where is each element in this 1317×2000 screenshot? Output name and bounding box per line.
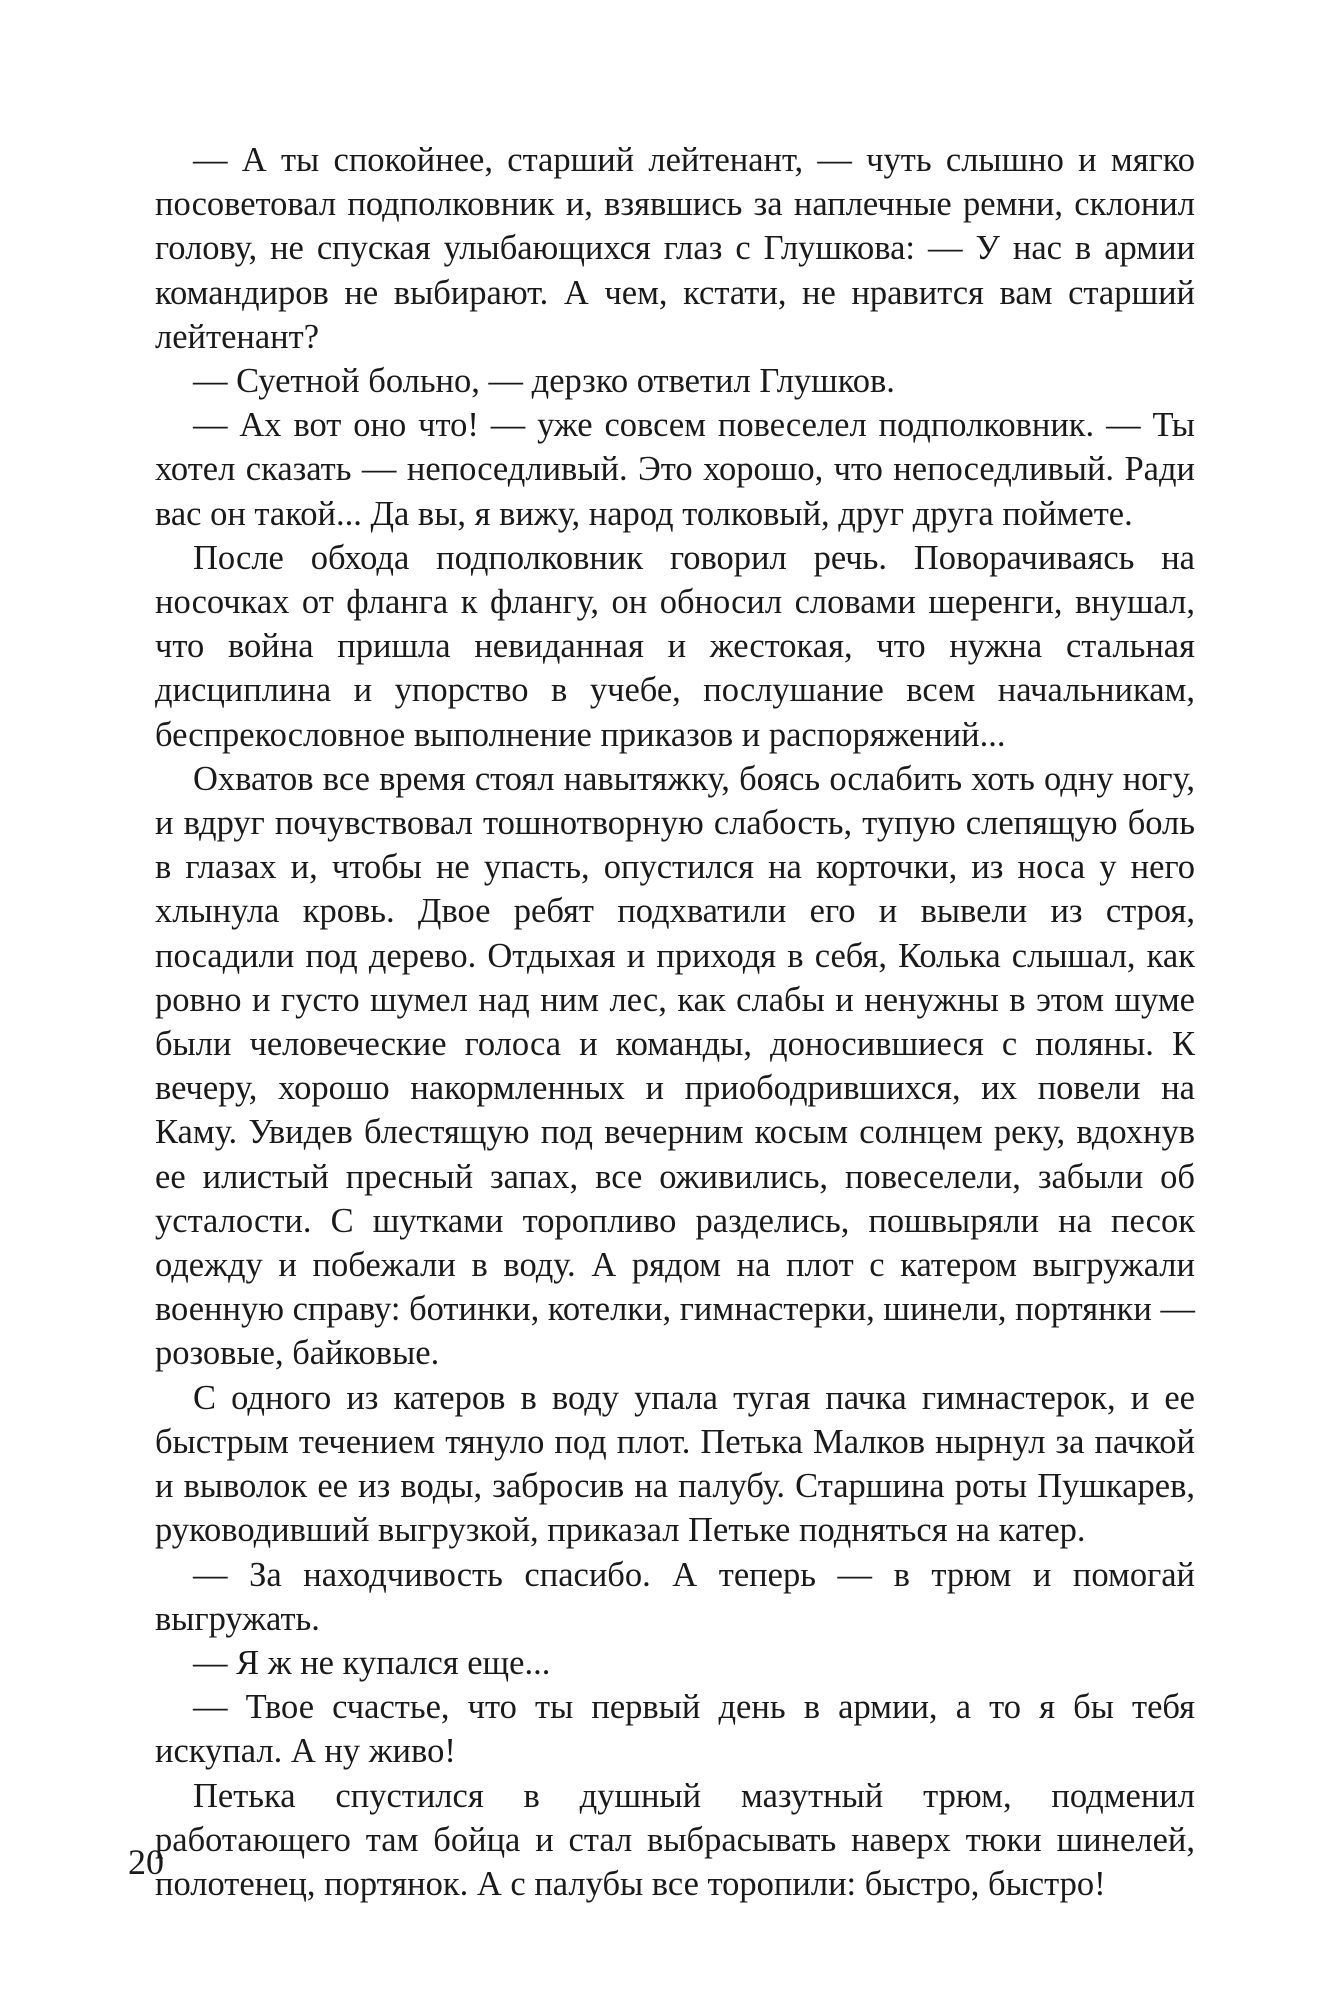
page-body xyxy=(155,138,1195,1906)
paragraph: — Твое счастье, что ты первый день в армии, а то я бы тебя искупал. А ну живо! xyxy=(155,1688,1195,1771)
paragraph: — А ты спокойнее, старший лейтенант, — чуть слышно и мягко посоветовал подполковник и, взявшись за наплечные ремни, склонил голову, не спуская улыбающихся глаз с Глушкова: — У нас в армии командиров не выбирают. А чем, кстати, не нравится вам старший лейтенант? xyxy=(155,141,1195,356)
paragraph: — Ах вот оно что! — уже совсем повеселел подполковник. — Ты хотел сказать — непоседливый. Это хорошо, что непоседливый. Ради вас он такой... Да вы, я вижу, народ толковый, друг друга поймете. xyxy=(155,406,1195,533)
page-number: 20 xyxy=(128,1842,164,1882)
paragraph: — Суетной больно, — дерзко ответил Глушков. xyxy=(193,362,895,401)
paragraph: — За находчивость спасибо. А теперь — в трюм и помогай выгружать. xyxy=(155,1555,1195,1638)
paragraph: С одного из катеров в воду упала тугая пачка гимнастерок, и ее быстрым течением тянуло под плот. Петька Малков нырнул за пачкой и выволок ее из воды, забросив на палубу. Старшина роты Пушкарев, руководивший выгрузкой, приказал Петьке подняться на катер. xyxy=(155,1378,1195,1550)
paragraph: — Я ж не купался еще... xyxy=(193,1643,551,1682)
paragraph: Петька спустился в душный мазутный трюм, подменил работающего там бойца и стал выбрасывать наверх тюки шинелей, полотенец, портянок. А с палубы все торопили: быстро, быстро! xyxy=(155,1776,1195,1903)
paragraph: Охватов все время стоял навытяжку, боясь ослабить хоть одну ногу, и вдруг почувствовал тошнотворную слабость, тупую слепящую боль в глазах и, чтобы не упасть, опустился на корточки, из носа у него хлынула кровь. Двое ребят подхватили его и вывели из строя, посадили под дерево. Отдыхая и приходя в себя, Колька слышал, как ровно и густо шумел над ним лес, как слабы и ненужны в этом шуме были человеческие голоса и команды, доносившиеся с поляны. К вечеру, хорошо накормленных и приободрившихся, их повели на Каму. Увидев блестящую под вечерним косым солнцем реку, вдохнув ее илистый пресный запах, все оживились, повеселели, забыли об усталости. С шутками торопливо разделись, пошвыряли на песок одежду и побежали в воду. А рядом на плот с катером выгружали военную справу: ботинки, котелки, гимнастерки, шинели, портянки — розовые, байковые. xyxy=(155,759,1195,1373)
paragraph: После обхода подполковник говорил речь. Поворачиваясь на носочках от фланга к флангу, он обносил словами шеренги, внушал, что война пришла невиданная и жестокая, что нужна стальная дисциплина и упорство в учебе, послушание всем начальникам, беспрекословное выполнение приказов и распоряжений... xyxy=(155,538,1195,754)
